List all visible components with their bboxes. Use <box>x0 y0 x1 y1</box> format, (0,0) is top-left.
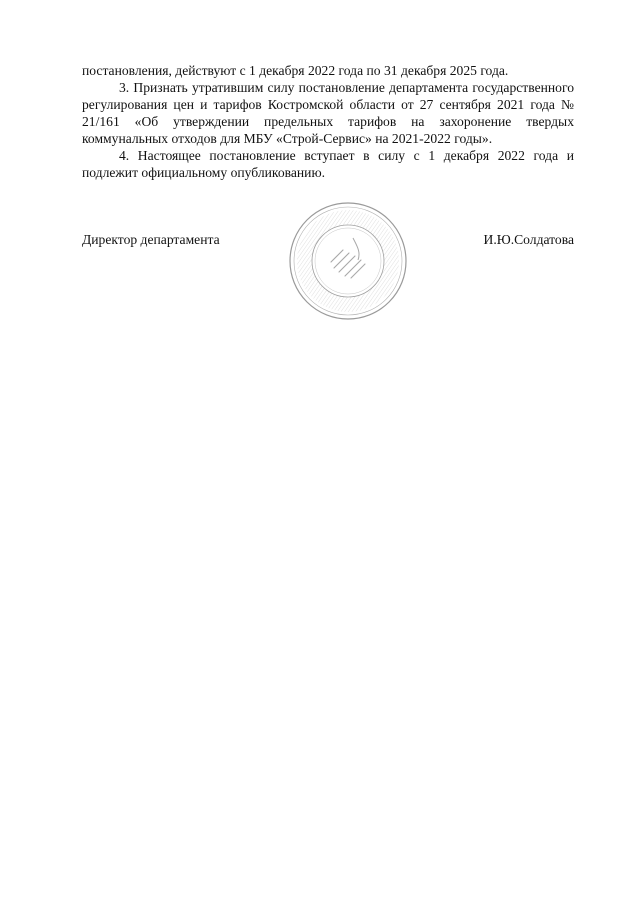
paragraph-continuation: постановления, действуют с 1 декабря 2022 года по 31 декабря 2025 года. <box>82 63 509 78</box>
seal-inner-ring <box>312 225 384 297</box>
official-seal-stamp <box>287 200 409 322</box>
paragraph-item-4: 4. Настоящее постановление вступает в силу с 1 декабря 2022 года и подлежит официальному опубликованию. <box>82 148 574 180</box>
signatory-name: И.Ю.Солдатова <box>483 232 574 247</box>
body-text <box>82 62 574 181</box>
paragraph-item-3: 3. Признать утратившим силу постановление департамента государственного регулирования цен и тарифов Костромской области от 27 сентября 2021 года № 21/161 «Об утверждении предельных тарифов на захоронение твердых коммунальных отходов для МБУ «Строй-Сервис» на 2021-2022 годы». <box>82 80 574 146</box>
signatory-position: Директор департамента <box>82 232 220 247</box>
